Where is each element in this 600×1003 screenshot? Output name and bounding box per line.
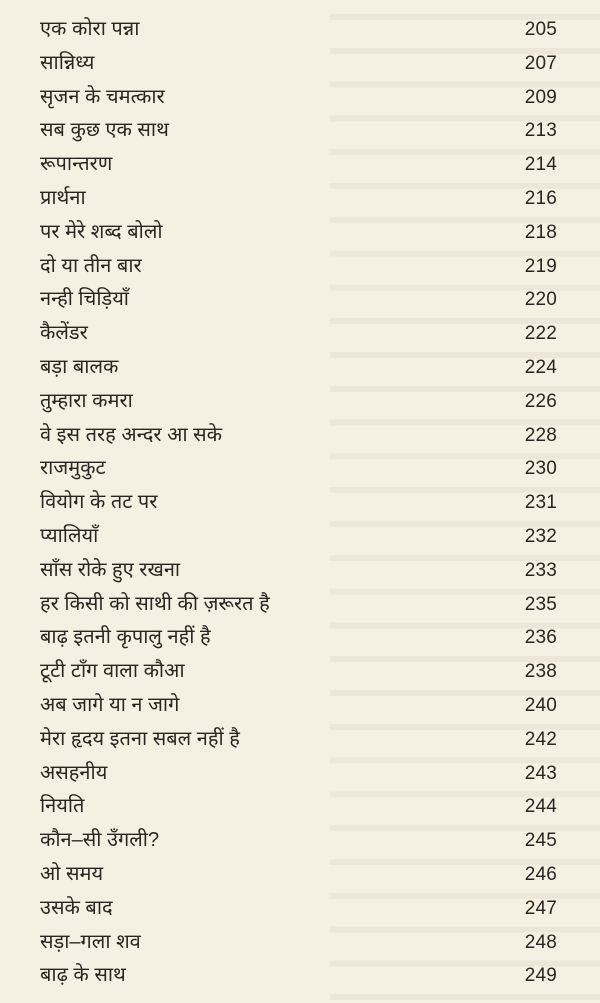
toc-entry-title: बड़ा बालक (40, 355, 119, 378)
toc-entry-page-number: 235 (524, 593, 557, 615)
toc-entry-page-number: 236 (524, 627, 557, 649)
toc-entry-title: कैलेंडर (40, 322, 88, 345)
toc-entry-title: साँस रोके हुए रखना (40, 558, 181, 581)
toc-entry-title: एक कोरा पन्ना (40, 18, 140, 40)
toc-entry (40, 114, 557, 148)
toc-entry-title: अब जागे या न जागे (40, 693, 180, 716)
toc-entry (40, 148, 557, 182)
toc-entry (40, 858, 557, 892)
toc-entry (40, 317, 557, 351)
toc-entry-title: सृजन के चमत्कार (40, 85, 165, 108)
toc-entry (40, 452, 557, 486)
toc-entry-page-number: 244 (524, 796, 557, 818)
toc-entry-page-number: 231 (524, 492, 557, 514)
toc-entry-title: कौन–सी उँगली? (40, 829, 160, 852)
toc-entry-title: असहनीय (40, 761, 108, 784)
toc-entry-title: हर किसी को साथी की ज़रूरत है (40, 592, 270, 615)
toc-entry-page-number: 220 (524, 289, 557, 311)
toc-entry (40, 419, 557, 453)
toc-entry-title: वे इस तरह अन्दर आ सके (40, 423, 223, 446)
toc-entry-page-number: 226 (524, 390, 557, 412)
toc-entry-page-number: 232 (524, 525, 557, 547)
toc-entry (40, 486, 557, 520)
toc-entry (40, 351, 557, 385)
toc-entry-title: टूटी टाँग वाला कौआ (40, 660, 185, 683)
toc-entry (40, 81, 557, 115)
toc-entry-page-number: 242 (524, 728, 557, 750)
toc-entry-title: बाढ़ के साथ (40, 964, 126, 987)
toc-entry-title: नियति (40, 795, 85, 818)
toc-entry (40, 520, 557, 554)
table-of-contents (40, 13, 557, 993)
toc-entry-title: राजमुकुट (40, 457, 106, 480)
toc-entry (40, 554, 557, 588)
toc-entry (40, 385, 557, 419)
toc-entry-page-number: 233 (524, 559, 557, 581)
toc-entry-title: प्यालियाँ (40, 524, 99, 547)
toc-entry-title: सब कुछ एक साथ (40, 119, 169, 142)
toc-entry-title: नन्ही चिड़ियाँ (40, 288, 129, 311)
toc-entry-title: मेरा हृदय इतना सबल नहीं है (40, 727, 240, 750)
toc-entry (40, 182, 557, 216)
toc-entry-page-number: 248 (524, 931, 557, 953)
toc-entry-title: सान्निध्य (40, 51, 95, 74)
toc-entry (40, 689, 557, 723)
toc-entry (40, 892, 557, 926)
toc-entry (40, 588, 557, 622)
toc-entry (40, 959, 557, 993)
toc-entry-page-number: 224 (524, 356, 557, 378)
toc-entry-title: तुम्हारा कमरा (40, 389, 133, 412)
toc-entry (40, 655, 557, 689)
toc-entry (40, 250, 557, 284)
toc-entry-page-number: 228 (524, 424, 557, 446)
toc-entry-page-number: 243 (524, 762, 557, 784)
toc-entry-page-number: 247 (524, 897, 557, 919)
toc-entry-page-number: 230 (524, 458, 557, 480)
toc-entry-page-number: 209 (524, 86, 557, 108)
toc-entry-page-number: 238 (524, 661, 557, 683)
toc-entry (40, 13, 557, 47)
toc-entry-page-number: 219 (524, 255, 557, 277)
toc-entry-page-number: 213 (524, 120, 557, 142)
toc-entry-page-number: 218 (524, 221, 557, 243)
toc-entry-page-number: 246 (524, 863, 557, 885)
toc-entry-title: वियोग के तट पर (40, 491, 158, 514)
toc-entry (40, 824, 557, 858)
toc-entry-title: पर मेरे शब्द बोलो (40, 220, 163, 243)
toc-entry (40, 216, 557, 250)
toc-entry (40, 621, 557, 655)
toc-entry-page-number: 205 (524, 19, 557, 40)
toc-entry (40, 790, 557, 824)
toc-entry-title: दो या तीन बार (40, 254, 142, 277)
toc-entry (40, 926, 557, 960)
toc-entry-page-number: 207 (524, 52, 557, 74)
toc-entry-page-number: 245 (524, 830, 557, 852)
toc-entry-title: सड़ा–गला शव (40, 930, 141, 953)
toc-entry-title: बाढ़ इतनी कृपालु नहीं है (40, 626, 211, 649)
toc-entry-page-number: 222 (524, 323, 557, 345)
toc-entry-page-number: 214 (524, 154, 557, 176)
toc-entry-page-number: 216 (524, 187, 557, 209)
toc-entry-title: रूपान्तरण (40, 153, 113, 176)
toc-entry-page-number: 249 (524, 965, 557, 987)
toc-entry (40, 757, 557, 791)
toc-entry-page-number: 240 (524, 694, 557, 716)
toc-entry-title: ओ समय (40, 862, 104, 885)
toc-entry-title: प्रार्थना (40, 186, 86, 209)
toc-entry (40, 47, 557, 81)
toc-entry (40, 283, 557, 317)
toc-entry (40, 723, 557, 757)
toc-entry-title: उसके बाद (40, 896, 113, 919)
